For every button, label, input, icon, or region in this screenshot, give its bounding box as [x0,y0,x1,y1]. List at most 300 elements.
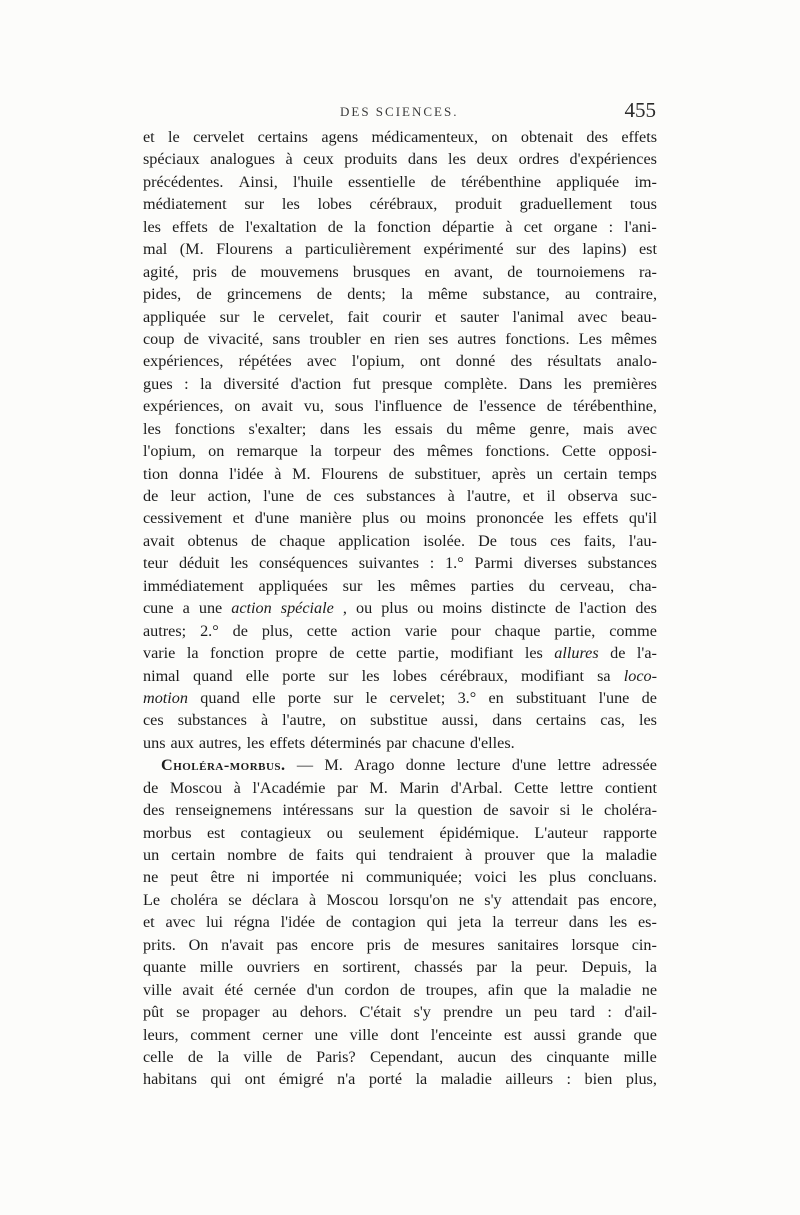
word: médicamenteux, [371,128,479,146]
word: être [210,868,235,887]
text-line [143,373,657,395]
word: de [232,621,248,640]
word: certain [563,464,608,483]
word: sans [272,329,301,348]
word: jeta [458,913,482,932]
word: peut [170,868,199,887]
word: grande [577,1025,622,1044]
word: appliquées [258,576,328,595]
word: même [476,419,516,438]
word: contraire, [595,285,657,304]
word: gues [143,374,173,393]
word: concluans. [588,868,657,887]
word: fonction [210,644,264,663]
word: 3.° [457,688,477,707]
word: départie [442,217,495,236]
word: morbus [143,823,192,842]
word: ses [428,329,449,348]
word: agité, [143,262,179,281]
word: certains [535,711,587,730]
word: d'une [254,509,290,528]
word: on [491,128,508,146]
word: Moscou [326,890,379,909]
text-line [143,261,657,283]
word: expériences, [143,352,224,371]
word: ont [244,1070,266,1089]
word: quand [193,666,233,685]
word: à [233,778,241,797]
word: elle [252,688,276,707]
word: en [488,688,504,707]
word: chaque [279,531,326,550]
word: si [559,801,571,820]
word: certains [257,128,308,146]
text-line [143,418,657,440]
word: médiatement [143,195,227,214]
word: loco- [623,666,657,685]
word: choléra [170,890,218,909]
word: deux [476,150,509,169]
word: les [230,554,249,573]
word: on [208,442,225,461]
text-line [143,328,657,350]
word: les [363,419,382,438]
word: de [218,217,235,236]
word: ra- [638,262,657,281]
word: , [342,599,347,618]
body-text [143,126,657,1091]
word: qui [355,846,377,864]
word: tous [510,531,537,550]
word: plus [548,868,576,887]
word: opposi- [608,442,657,461]
word: question [417,801,473,820]
word: tard [569,1003,595,1022]
word: Cette [514,778,549,797]
word: : [566,1070,572,1089]
word: prononcée [476,509,544,528]
word: pour [451,621,481,640]
word: tion [143,464,169,483]
word: de [388,464,404,483]
word: l'opium, [143,442,196,461]
word: de [399,980,416,999]
word: on [234,397,251,416]
word: par [386,733,407,752]
word: cerveau, [559,576,615,595]
word: : [608,217,614,236]
word: le [253,307,265,326]
word: et [143,128,155,146]
word: mille [199,958,234,977]
text-line [143,844,657,866]
word: déterminés [310,733,382,752]
word: d'action [290,374,342,393]
word: donné [455,352,496,371]
word: à [465,846,473,864]
word: De [478,531,497,550]
word: d'elles. [469,733,515,752]
word: donne [405,756,446,775]
word: ceux [303,150,334,169]
word: Paris? [316,1047,356,1066]
text-line [143,709,657,731]
word: la [217,1047,230,1066]
word: Dans [518,374,553,393]
word: de [286,1047,302,1066]
word: la [310,442,322,461]
text-line [143,463,657,485]
word: im- [634,172,657,191]
text-line [143,1046,657,1068]
word: les [448,150,467,169]
word: parties [470,576,514,595]
word: un [536,464,553,483]
word: de [555,599,571,618]
word: ou [326,823,343,842]
word: térébenthine, [572,397,657,416]
word: la [186,644,199,663]
word: mêmes [611,329,657,348]
word: ou [355,599,373,618]
word: même [427,285,468,304]
word: Moscou [169,778,223,797]
word: cernée [253,980,297,999]
word: avait [143,531,175,550]
word: importée [271,868,330,887]
word: faits, [583,531,616,550]
word: cet [523,217,543,236]
word: dans [492,711,522,730]
word: l'influence [374,397,443,416]
word: de [452,397,469,416]
word: appliquée [143,307,206,326]
word: quand [200,688,240,707]
word: à [447,487,455,505]
word: d'ail- [624,1003,657,1022]
word: maladie [440,1070,492,1089]
word: à [274,464,282,483]
text-line [143,193,657,215]
word: cin- [631,935,657,954]
word: obtenait [520,128,574,146]
word: de [327,217,344,236]
word: partie, [398,644,439,663]
word: observa [567,487,618,505]
word: cas, [600,711,625,730]
word: fait [347,307,369,326]
text-line [143,306,657,328]
word: effets [621,128,657,146]
word: la [645,958,657,977]
word: est [638,240,657,259]
word: action, [207,487,252,505]
word: à [260,711,269,730]
word: renseignemens [175,801,272,820]
word: les [143,217,161,236]
word: temps [618,464,657,483]
text-line [143,440,657,462]
word: sanitaires [497,935,559,954]
text-line [143,395,657,417]
word: pris [366,935,391,954]
word: l'Académie [252,778,326,797]
text-line [143,665,657,687]
word: l'une [598,688,630,707]
word: de [403,935,419,954]
word: comment [190,1025,251,1044]
word: avait [261,397,293,416]
word: à [285,150,293,169]
word: la [354,217,366,236]
word: dans [407,150,438,169]
word: de [306,487,322,505]
text-line [143,530,657,552]
word: varie [143,644,176,663]
word: du [446,419,463,438]
word: se [228,890,242,909]
word: aussi, [441,711,479,730]
word: torpeur [334,442,381,461]
text-line [143,350,657,372]
word: seulement [358,823,425,842]
word: moins [442,599,483,618]
word: diversité [223,374,280,393]
word: répétées [238,352,292,371]
word: M. [292,464,311,483]
word: maladie [579,980,632,999]
word: ces [550,531,571,550]
word: émigré [278,1070,324,1089]
word: Marin [399,778,440,797]
text-line [143,507,657,529]
word: On [188,935,209,954]
word: C'était [359,1003,402,1022]
word: avec [627,419,657,438]
word: sur [516,240,536,259]
word: spéciale [280,599,334,618]
word: autres; [143,621,187,640]
word: dans [319,419,350,438]
word: l'animal [512,307,564,326]
running-head: DES SCIENCES. [340,104,459,119]
word: beau- [620,307,657,326]
word: des [635,599,657,618]
word: la [394,801,407,820]
word: de [231,262,247,281]
word: avant, [454,262,494,281]
word: de [250,531,267,550]
word: n'avait [221,935,264,954]
word: manière [299,509,352,528]
word: de [507,262,523,281]
word: de [288,846,304,864]
word: les [361,666,380,685]
word: Cependant, [369,1047,444,1066]
word: peu [533,1003,558,1022]
word: modifiant [450,644,514,663]
word: cerner [262,1025,303,1044]
word: que [523,980,548,999]
word: dents; [347,285,386,304]
word: sur [333,688,354,707]
word: s'y [413,1003,431,1022]
word: des [143,801,165,820]
word: lobes [392,666,427,685]
word: cordon [344,980,390,999]
word: cervelet [193,128,245,146]
word: : [184,374,189,393]
word: précédentes. [143,172,224,191]
word: contient [604,778,657,797]
text-line [143,171,657,193]
word: dehors. [299,1003,348,1022]
word: pas [276,935,298,954]
word: cinquante [546,1047,610,1066]
word: lui [205,913,224,932]
word: terreur [514,913,558,932]
word: au [272,1003,288,1022]
word: par [337,778,358,797]
word: ville [143,980,172,999]
word: un [143,846,160,864]
word: les [524,644,543,663]
word: motion [143,688,188,707]
word: habitans [143,1070,197,1089]
word: produit [455,195,502,214]
word: qui [210,1070,232,1089]
text-line [143,620,657,642]
word: de [546,397,563,416]
word: ordres [518,150,560,169]
word: aux [170,733,194,752]
word: contagieux [240,823,312,842]
word: peur. [536,958,568,977]
word: s'exalter; [248,419,307,438]
text-line [143,687,657,709]
page-number: 455 [624,98,656,122]
word: chaque [494,621,541,640]
text-line [143,732,657,754]
word: vu, [303,397,324,416]
word: certain [171,846,216,864]
word: cérébraux, [369,195,438,214]
word: ces [333,487,355,505]
word: l'idée [280,913,316,932]
word: cérébraux, [440,666,508,685]
word: produits [344,150,398,169]
word: les [246,733,265,752]
word: es- [638,913,657,932]
word: ou [399,509,416,528]
word: la [401,285,413,304]
word: afin [488,980,514,999]
word: nombre [227,846,277,864]
word: des [510,352,533,371]
word: l'enceinte [430,1025,493,1044]
word: l'au- [628,531,657,550]
word: fonctions. [505,329,570,348]
word: le [365,688,378,707]
word: allures [554,644,599,663]
word: porte [287,688,322,707]
word: le [581,801,594,820]
word: ville [349,1025,379,1044]
word: intéressans [282,801,354,820]
word: de [183,329,199,348]
text-line [143,238,657,260]
word: savoir [509,801,549,820]
word: les [609,913,628,932]
word: distincte [491,599,546,618]
word: mêmes [427,442,473,461]
word: la [492,913,504,932]
word: ont [419,352,441,371]
word: à [309,890,317,909]
word: dont [390,1025,419,1044]
word: cette [355,644,387,663]
word: fonctions [174,419,235,438]
word: de [430,172,446,191]
word: aussi [533,1025,566,1044]
text-line [143,911,657,933]
word: plus [381,599,409,618]
word: moins [426,509,466,528]
word: se [176,1003,190,1022]
word: fonction [376,217,431,236]
word: leurs, [143,1025,179,1044]
word: les [554,509,573,528]
word: été [224,980,244,999]
word: l'ani- [624,217,657,236]
word: ne [641,980,657,999]
word: lapins) [582,240,627,259]
word: de [610,644,626,663]
word: par [476,958,498,977]
word: régna [233,913,270,932]
word: prouver [484,846,535,864]
word: des [393,442,415,461]
word: obtenus [187,531,238,550]
text-line [143,1001,657,1023]
word: est [206,823,225,842]
word: tendraient [388,846,454,864]
word: des [510,1047,533,1066]
word: bien [584,1070,613,1089]
word: d'une [511,756,547,775]
word: teur [143,554,169,573]
word: mesures [431,935,485,954]
word: expérimenté [423,240,504,259]
word: suc- [630,487,657,505]
word: l'idée [229,464,264,483]
word: — [296,756,314,775]
word: troupes, [425,980,478,999]
word: propre [275,644,318,663]
word: et [143,913,155,932]
text-line [143,1068,657,1090]
word: du [528,576,545,595]
word: l'action [579,599,627,618]
word: porté [368,1070,403,1089]
word: uns [143,733,166,752]
word: autres, [198,733,242,752]
word: partie, [554,621,596,640]
word: lobes [317,195,352,214]
word: brusques [352,262,411,281]
word: substituant [516,688,587,707]
text-line [143,777,657,799]
